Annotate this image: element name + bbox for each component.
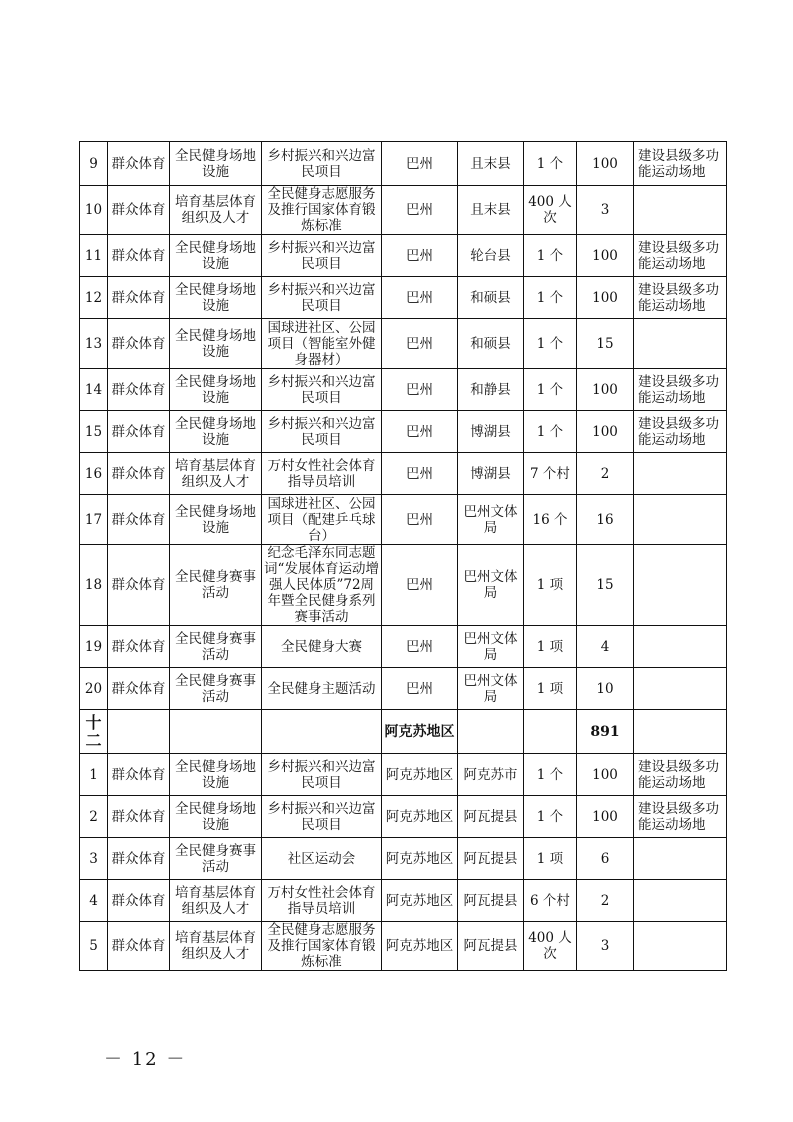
cell-amount: 4 xyxy=(577,626,634,668)
cell-type: 全民健身场地设施 xyxy=(170,796,262,838)
cell-amount: 100 xyxy=(577,142,634,186)
cell-no: 2 xyxy=(80,796,108,838)
cell-type: 全民健身赛事活动 xyxy=(170,838,262,880)
cell-region: 巴州 xyxy=(382,668,458,710)
cell-category: 群众体育 xyxy=(108,277,170,319)
cell-note xyxy=(634,838,727,880)
table-row xyxy=(80,626,727,668)
cell-project: 纪念毛泽东同志题词“发展体育运动增强人民体质”72周年暨全民健身系列赛事活动 xyxy=(262,545,382,626)
table-body-bazhou xyxy=(80,142,727,710)
cell-note xyxy=(634,545,727,626)
cell-quantity: 1 个 xyxy=(524,411,577,453)
cell-type: 全民健身赛事活动 xyxy=(170,545,262,626)
cell-type: 全民健身赛事活动 xyxy=(170,668,262,710)
cell-amount: 100 xyxy=(577,411,634,453)
cell-no: 9 xyxy=(80,142,108,186)
cell-no: 20 xyxy=(80,668,108,710)
cell-no: 11 xyxy=(80,235,108,277)
cell-region: 巴州 xyxy=(382,235,458,277)
cell-note xyxy=(634,453,727,495)
cell-type: 培育基层体育组织及人才 xyxy=(170,186,262,235)
cell-project: 全民健身志愿服务及推行国家体育锻炼标准 xyxy=(262,186,382,235)
cell-county: 博湖县 xyxy=(458,411,524,453)
cell-note xyxy=(634,922,727,971)
cell-no: 5 xyxy=(80,922,108,971)
cell-region: 巴州 xyxy=(382,142,458,186)
cell-note: 建设县级多功能运动场地 xyxy=(634,277,727,319)
cell-amount: 100 xyxy=(577,754,634,796)
cell-no: 4 xyxy=(80,880,108,922)
cell-category: 群众体育 xyxy=(108,235,170,277)
cell-note xyxy=(634,319,727,369)
cell-amount: 100 xyxy=(577,796,634,838)
table-row xyxy=(80,186,727,235)
cell-no: 10 xyxy=(80,186,108,235)
cell-region: 巴州 xyxy=(382,277,458,319)
cell-type: 全民健身场地设施 xyxy=(170,495,262,545)
cell-note: 建设县级多功能运动场地 xyxy=(634,754,727,796)
table-row xyxy=(80,495,727,545)
cell-type: 全民健身场地设施 xyxy=(170,319,262,369)
table-row xyxy=(80,319,727,369)
cell-category: 群众体育 xyxy=(108,186,170,235)
cell-region: 巴州 xyxy=(382,626,458,668)
cell-no: 17 xyxy=(80,495,108,545)
cell-type: 培育基层体育组织及人才 xyxy=(170,880,262,922)
cell-amount: 100 xyxy=(577,277,634,319)
cell-quantity: 7 个村 xyxy=(524,453,577,495)
cell-note: 建设县级多功能运动场地 xyxy=(634,235,727,277)
cell-type: 全民健身场地设施 xyxy=(170,142,262,186)
table-row xyxy=(80,235,727,277)
cell-amount: 10 xyxy=(577,668,634,710)
table-row xyxy=(80,754,727,796)
cell-category: 群众体育 xyxy=(108,453,170,495)
cell-type: 培育基层体育组织及人才 xyxy=(170,453,262,495)
cell-project: 乡村振兴和兴边富民项目 xyxy=(262,142,382,186)
cell-county: 博湖县 xyxy=(458,453,524,495)
cell-quantity: 1 个 xyxy=(524,142,577,186)
cell-quantity: 1 个 xyxy=(524,235,577,277)
cell-county: 阿瓦提县 xyxy=(458,922,524,971)
cell-no: 16 xyxy=(80,453,108,495)
table-row xyxy=(80,668,727,710)
cell-county: 和静县 xyxy=(458,369,524,411)
cell-amount: 100 xyxy=(577,235,634,277)
empty-cell xyxy=(262,710,382,754)
cell-region: 巴州 xyxy=(382,186,458,235)
cell-county: 巴州文体局 xyxy=(458,626,524,668)
cell-category: 群众体育 xyxy=(108,796,170,838)
table-row xyxy=(80,453,727,495)
cell-county: 且末县 xyxy=(458,142,524,186)
cell-category: 群众体育 xyxy=(108,319,170,369)
cell-county: 巴州文体局 xyxy=(458,668,524,710)
cell-region: 巴州 xyxy=(382,411,458,453)
cell-category: 群众体育 xyxy=(108,495,170,545)
cell-project: 万村女性社会体育指导员培训 xyxy=(262,453,382,495)
cell-category: 群众体育 xyxy=(108,142,170,186)
cell-note: 建设县级多功能运动场地 xyxy=(634,369,727,411)
cell-quantity: 16 个 xyxy=(524,495,577,545)
section-number: 十二 xyxy=(80,710,108,754)
cell-project: 乡村振兴和兴边富民项目 xyxy=(262,235,382,277)
empty-cell xyxy=(524,710,577,754)
cell-quantity: 1 个 xyxy=(524,277,577,319)
cell-project: 乡村振兴和兴边富民项目 xyxy=(262,411,382,453)
cell-category: 群众体育 xyxy=(108,922,170,971)
cell-category: 群众体育 xyxy=(108,754,170,796)
cell-project: 国球进社区、公园项目（智能室外健身器材） xyxy=(262,319,382,369)
cell-note: 建设县级多功能运动场地 xyxy=(634,411,727,453)
cell-no: 1 xyxy=(80,754,108,796)
cell-note xyxy=(634,626,727,668)
cell-project: 全民健身主题活动 xyxy=(262,668,382,710)
cell-county: 且末县 xyxy=(458,186,524,235)
cell-note xyxy=(634,880,727,922)
table-row xyxy=(80,922,727,971)
cell-note: 建设县级多功能运动场地 xyxy=(634,142,727,186)
cell-amount: 3 xyxy=(577,922,634,971)
cell-county: 巴州文体局 xyxy=(458,495,524,545)
cell-region: 阿克苏地区 xyxy=(382,880,458,922)
cell-region: 巴州 xyxy=(382,453,458,495)
allocation-table xyxy=(79,141,727,971)
cell-quantity: 1 项 xyxy=(524,626,577,668)
empty-cell xyxy=(170,710,262,754)
cell-category: 群众体育 xyxy=(108,668,170,710)
cell-category: 群众体育 xyxy=(108,545,170,626)
cell-no: 19 xyxy=(80,626,108,668)
cell-no: 3 xyxy=(80,838,108,880)
cell-project: 乡村振兴和兴边富民项目 xyxy=(262,277,382,319)
cell-county: 和硕县 xyxy=(458,319,524,369)
table-row xyxy=(80,796,727,838)
cell-region: 阿克苏地区 xyxy=(382,754,458,796)
cell-category: 群众体育 xyxy=(108,626,170,668)
cell-category: 群众体育 xyxy=(108,880,170,922)
cell-county: 阿瓦提县 xyxy=(458,796,524,838)
cell-project: 乡村振兴和兴边富民项目 xyxy=(262,369,382,411)
empty-cell xyxy=(458,710,524,754)
cell-note: 建设县级多功能运动场地 xyxy=(634,796,727,838)
cell-project: 乡村振兴和兴边富民项目 xyxy=(262,796,382,838)
cell-quantity: 400 人次 xyxy=(524,186,577,235)
cell-type: 全民健身场地设施 xyxy=(170,411,262,453)
cell-quantity: 1 项 xyxy=(524,668,577,710)
cell-type: 培育基层体育组织及人才 xyxy=(170,922,262,971)
table-row xyxy=(80,545,727,626)
cell-type: 全民健身场地设施 xyxy=(170,277,262,319)
cell-amount: 3 xyxy=(577,186,634,235)
cell-project: 乡村振兴和兴边富民项目 xyxy=(262,754,382,796)
cell-note xyxy=(634,495,727,545)
cell-quantity: 1 个 xyxy=(524,754,577,796)
cell-region: 巴州 xyxy=(382,545,458,626)
cell-type: 全民健身赛事活动 xyxy=(170,626,262,668)
cell-amount: 16 xyxy=(577,495,634,545)
cell-quantity: 6 个村 xyxy=(524,880,577,922)
table-row xyxy=(80,880,727,922)
empty-cell xyxy=(108,710,170,754)
table-row xyxy=(80,369,727,411)
table-row xyxy=(80,277,727,319)
cell-amount: 2 xyxy=(577,880,634,922)
cell-no: 13 xyxy=(80,319,108,369)
cell-county: 阿瓦提县 xyxy=(458,838,524,880)
cell-no: 14 xyxy=(80,369,108,411)
cell-project: 全民健身志愿服务及推行国家体育锻炼标准 xyxy=(262,922,382,971)
cell-county: 和硕县 xyxy=(458,277,524,319)
cell-quantity: 1 个 xyxy=(524,369,577,411)
cell-region: 巴州 xyxy=(382,495,458,545)
section-row xyxy=(80,710,727,754)
cell-region: 巴州 xyxy=(382,369,458,411)
cell-type: 全民健身场地设施 xyxy=(170,369,262,411)
cell-no: 12 xyxy=(80,277,108,319)
cell-region: 阿克苏地区 xyxy=(382,796,458,838)
section-region: 阿克苏地区 xyxy=(382,710,458,754)
cell-project: 全民健身大赛 xyxy=(262,626,382,668)
cell-no: 18 xyxy=(80,545,108,626)
cell-amount: 15 xyxy=(577,319,634,369)
cell-region: 阿克苏地区 xyxy=(382,922,458,971)
cell-note xyxy=(634,668,727,710)
cell-amount: 2 xyxy=(577,453,634,495)
cell-county: 阿克苏市 xyxy=(458,754,524,796)
cell-project: 社区运动会 xyxy=(262,838,382,880)
cell-project: 国球进社区、公园项目（配建乒乓球台） xyxy=(262,495,382,545)
cell-county: 阿瓦提县 xyxy=(458,880,524,922)
cell-category: 群众体育 xyxy=(108,838,170,880)
table-row xyxy=(80,142,727,186)
cell-type: 全民健身场地设施 xyxy=(170,235,262,277)
cell-amount: 15 xyxy=(577,545,634,626)
table-row xyxy=(80,838,727,880)
cell-quantity: 1 项 xyxy=(524,545,577,626)
cell-project: 万村女性社会体育指导员培训 xyxy=(262,880,382,922)
cell-quantity: 400 人次 xyxy=(524,922,577,971)
cell-type: 全民健身场地设施 xyxy=(170,754,262,796)
table-body-aksu xyxy=(80,754,727,971)
cell-no: 15 xyxy=(80,411,108,453)
cell-county: 轮台县 xyxy=(458,235,524,277)
cell-county: 巴州文体局 xyxy=(458,545,524,626)
cell-quantity: 1 项 xyxy=(524,838,577,880)
cell-quantity: 1 个 xyxy=(524,319,577,369)
cell-region: 巴州 xyxy=(382,319,458,369)
cell-category: 群众体育 xyxy=(108,411,170,453)
section-amount: 891 xyxy=(577,710,634,754)
cell-quantity: 1 个 xyxy=(524,796,577,838)
cell-region: 阿克苏地区 xyxy=(382,838,458,880)
empty-cell xyxy=(634,710,727,754)
cell-amount: 6 xyxy=(577,838,634,880)
page-number: － 12 － xyxy=(104,1049,187,1070)
cell-category: 群众体育 xyxy=(108,369,170,411)
section-row-group xyxy=(80,710,727,754)
table-row xyxy=(80,411,727,453)
cell-amount: 100 xyxy=(577,369,634,411)
cell-note xyxy=(634,186,727,235)
